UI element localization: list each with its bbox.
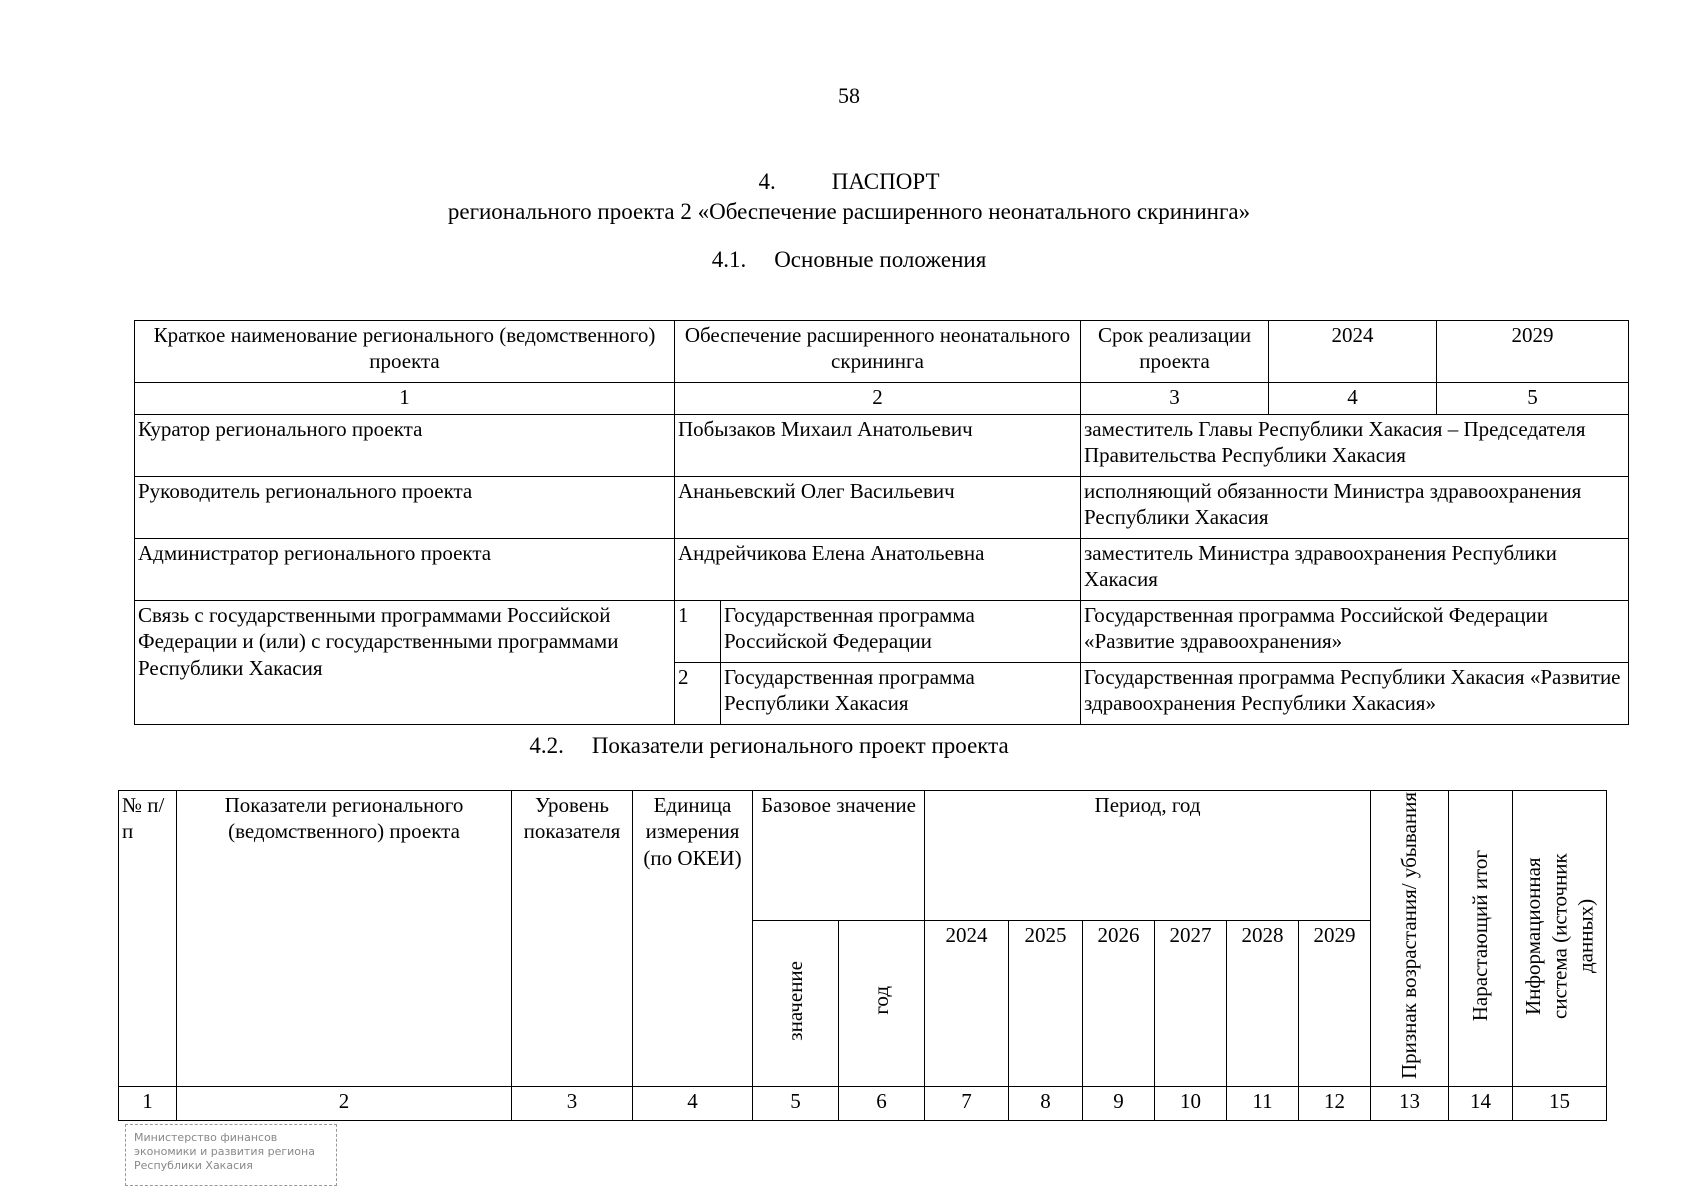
section-subtitle: регионального проекта 2 «Обеспечение расширенного неонатального скрининга» <box>447 199 1251 224</box>
indicators-table <box>118 790 1607 1121</box>
program-name: Государственная программа Республики Хакасия «Развитие здравоохранения Республики Хакасия» <box>1081 663 1629 725</box>
header-year: 2026 <box>1083 920 1155 1086</box>
program-name: Государственная программа Российской Федерации «Развитие здравоохранения» <box>1081 601 1629 663</box>
stamp-line: экономики и развития региона <box>134 1144 315 1158</box>
header-base-year-text: год <box>869 986 894 1015</box>
header-end-year: 2029 <box>1437 321 1629 383</box>
colnum: 10 <box>1155 1087 1227 1121</box>
row-position: заместитель Главы Республики Хакасия – Председателя Правительства Республики Хакасия <box>1081 415 1629 477</box>
header-year: 2028 <box>1227 920 1299 1086</box>
header-year: 2024 <box>925 920 1009 1086</box>
header-cumulative <box>1449 791 1513 1087</box>
section-number: 4. <box>758 169 776 194</box>
row-label: Администратор регионального проекта <box>135 539 675 601</box>
header-base-value-text: значение <box>783 960 808 1041</box>
header-year: 2027 <box>1155 920 1227 1086</box>
header-source-text: Информационная система (источник данных) <box>1521 852 1598 1019</box>
colnum: 12 <box>1299 1087 1371 1121</box>
main-provisions-table <box>134 320 1629 725</box>
header-start-year: 2024 <box>1269 321 1437 383</box>
subsection-2-title <box>0 732 1618 761</box>
colnum: 4 <box>1269 383 1437 415</box>
header-period: Период, год <box>925 791 1371 921</box>
colnum: 3 <box>512 1087 633 1121</box>
header-num: № п/п <box>119 791 177 1087</box>
header-project-name: Обеспечение расширенного неонатального скрининга <box>675 321 1081 383</box>
header-unit: Единица измерения (по ОКЕИ) <box>633 791 753 1087</box>
table-row-programs-1 <box>135 601 1629 663</box>
header-indicator: Показатели регионального (ведомственного) проекта <box>177 791 512 1087</box>
page-number: 58 <box>838 83 860 108</box>
header-year: 2029 <box>1299 920 1371 1086</box>
table-row-administrator <box>135 539 1629 601</box>
subsection-1-title <box>0 246 1698 275</box>
row-label: Куратор регионального проекта <box>135 415 675 477</box>
header-term: Срок реализации проекта <box>1081 321 1269 383</box>
table2-header-row-1 <box>119 791 1607 921</box>
header-year: 2025 <box>1009 920 1083 1086</box>
colnum: 5 <box>753 1087 839 1121</box>
colnum: 13 <box>1371 1087 1449 1121</box>
header-base-year <box>839 920 925 1086</box>
row-position: заместитель Министра здравоохранения Республики Хакасия <box>1081 539 1629 601</box>
table1-header-row <box>135 321 1629 383</box>
header-source <box>1513 791 1607 1087</box>
colnum: 14 <box>1449 1087 1513 1121</box>
approval-stamp <box>125 1124 337 1186</box>
colnum: 5 <box>1437 383 1629 415</box>
stamp-line: Республики Хакасия <box>134 1158 253 1172</box>
table2-colnum-row <box>119 1087 1607 1121</box>
section-title <box>0 168 1698 197</box>
table-row-head <box>135 477 1629 539</box>
colnum: 6 <box>839 1087 925 1121</box>
subsection-2-text: Показатели регионального проект проекта <box>591 733 1009 758</box>
colnum: 15 <box>1513 1087 1607 1121</box>
program-number: 2 <box>675 663 721 725</box>
colnum: 1 <box>119 1087 177 1121</box>
table-row-curator <box>135 415 1629 477</box>
subsection-1-text: Основные положения <box>774 247 987 272</box>
header-base: Базовое значение <box>753 791 925 921</box>
header-level: Уровень показателя <box>512 791 633 1087</box>
programs-label: Связь с государственными программами Российской Федерации и (или) с государственными программами Республики Хакасия <box>135 601 675 725</box>
header-cumulative-text: Нарастающий итог <box>1468 849 1493 1022</box>
colnum: 7 <box>925 1087 1009 1121</box>
header-base-value <box>753 920 839 1086</box>
colnum: 2 <box>177 1087 512 1121</box>
stamp-line: Министерство финансов <box>134 1131 278 1144</box>
colnum: 8 <box>1009 1087 1083 1121</box>
colnum: 1 <box>135 383 675 415</box>
colnum: 3 <box>1081 383 1269 415</box>
header-trend <box>1371 791 1449 1087</box>
row-person: Ананьевский Олег Васильевич <box>675 477 1081 539</box>
row-label: Руководитель регионального проекта <box>135 477 675 539</box>
colnum: 2 <box>675 383 1081 415</box>
program-type: Государственная программа Российской Федерации <box>721 601 1081 663</box>
row-person: Андрейчикова Елена Анатольевна <box>675 539 1081 601</box>
row-person: Побызаков Михаил Анатольевич <box>675 415 1081 477</box>
header-short-name: Краткое наименование регионального (ведомственного) проекта <box>135 321 675 383</box>
header-trend-text: Признак возрастания/ убывания <box>1397 792 1422 1080</box>
program-number: 1 <box>675 601 721 663</box>
colnum: 4 <box>633 1087 753 1121</box>
row-position: исполняющий обязанности Министра здравоохранения Республики Хакасия <box>1081 477 1629 539</box>
table1-colnum-row <box>135 383 1629 415</box>
section-title-text: ПАСПОРТ <box>831 169 940 194</box>
colnum: 11 <box>1227 1087 1299 1121</box>
subsection-1-number: 4.1. <box>711 247 747 272</box>
colnum: 9 <box>1083 1087 1155 1121</box>
program-type: Государственная программа Республики Хакасия <box>721 663 1081 725</box>
subsection-2-number: 4.2. <box>529 733 564 758</box>
